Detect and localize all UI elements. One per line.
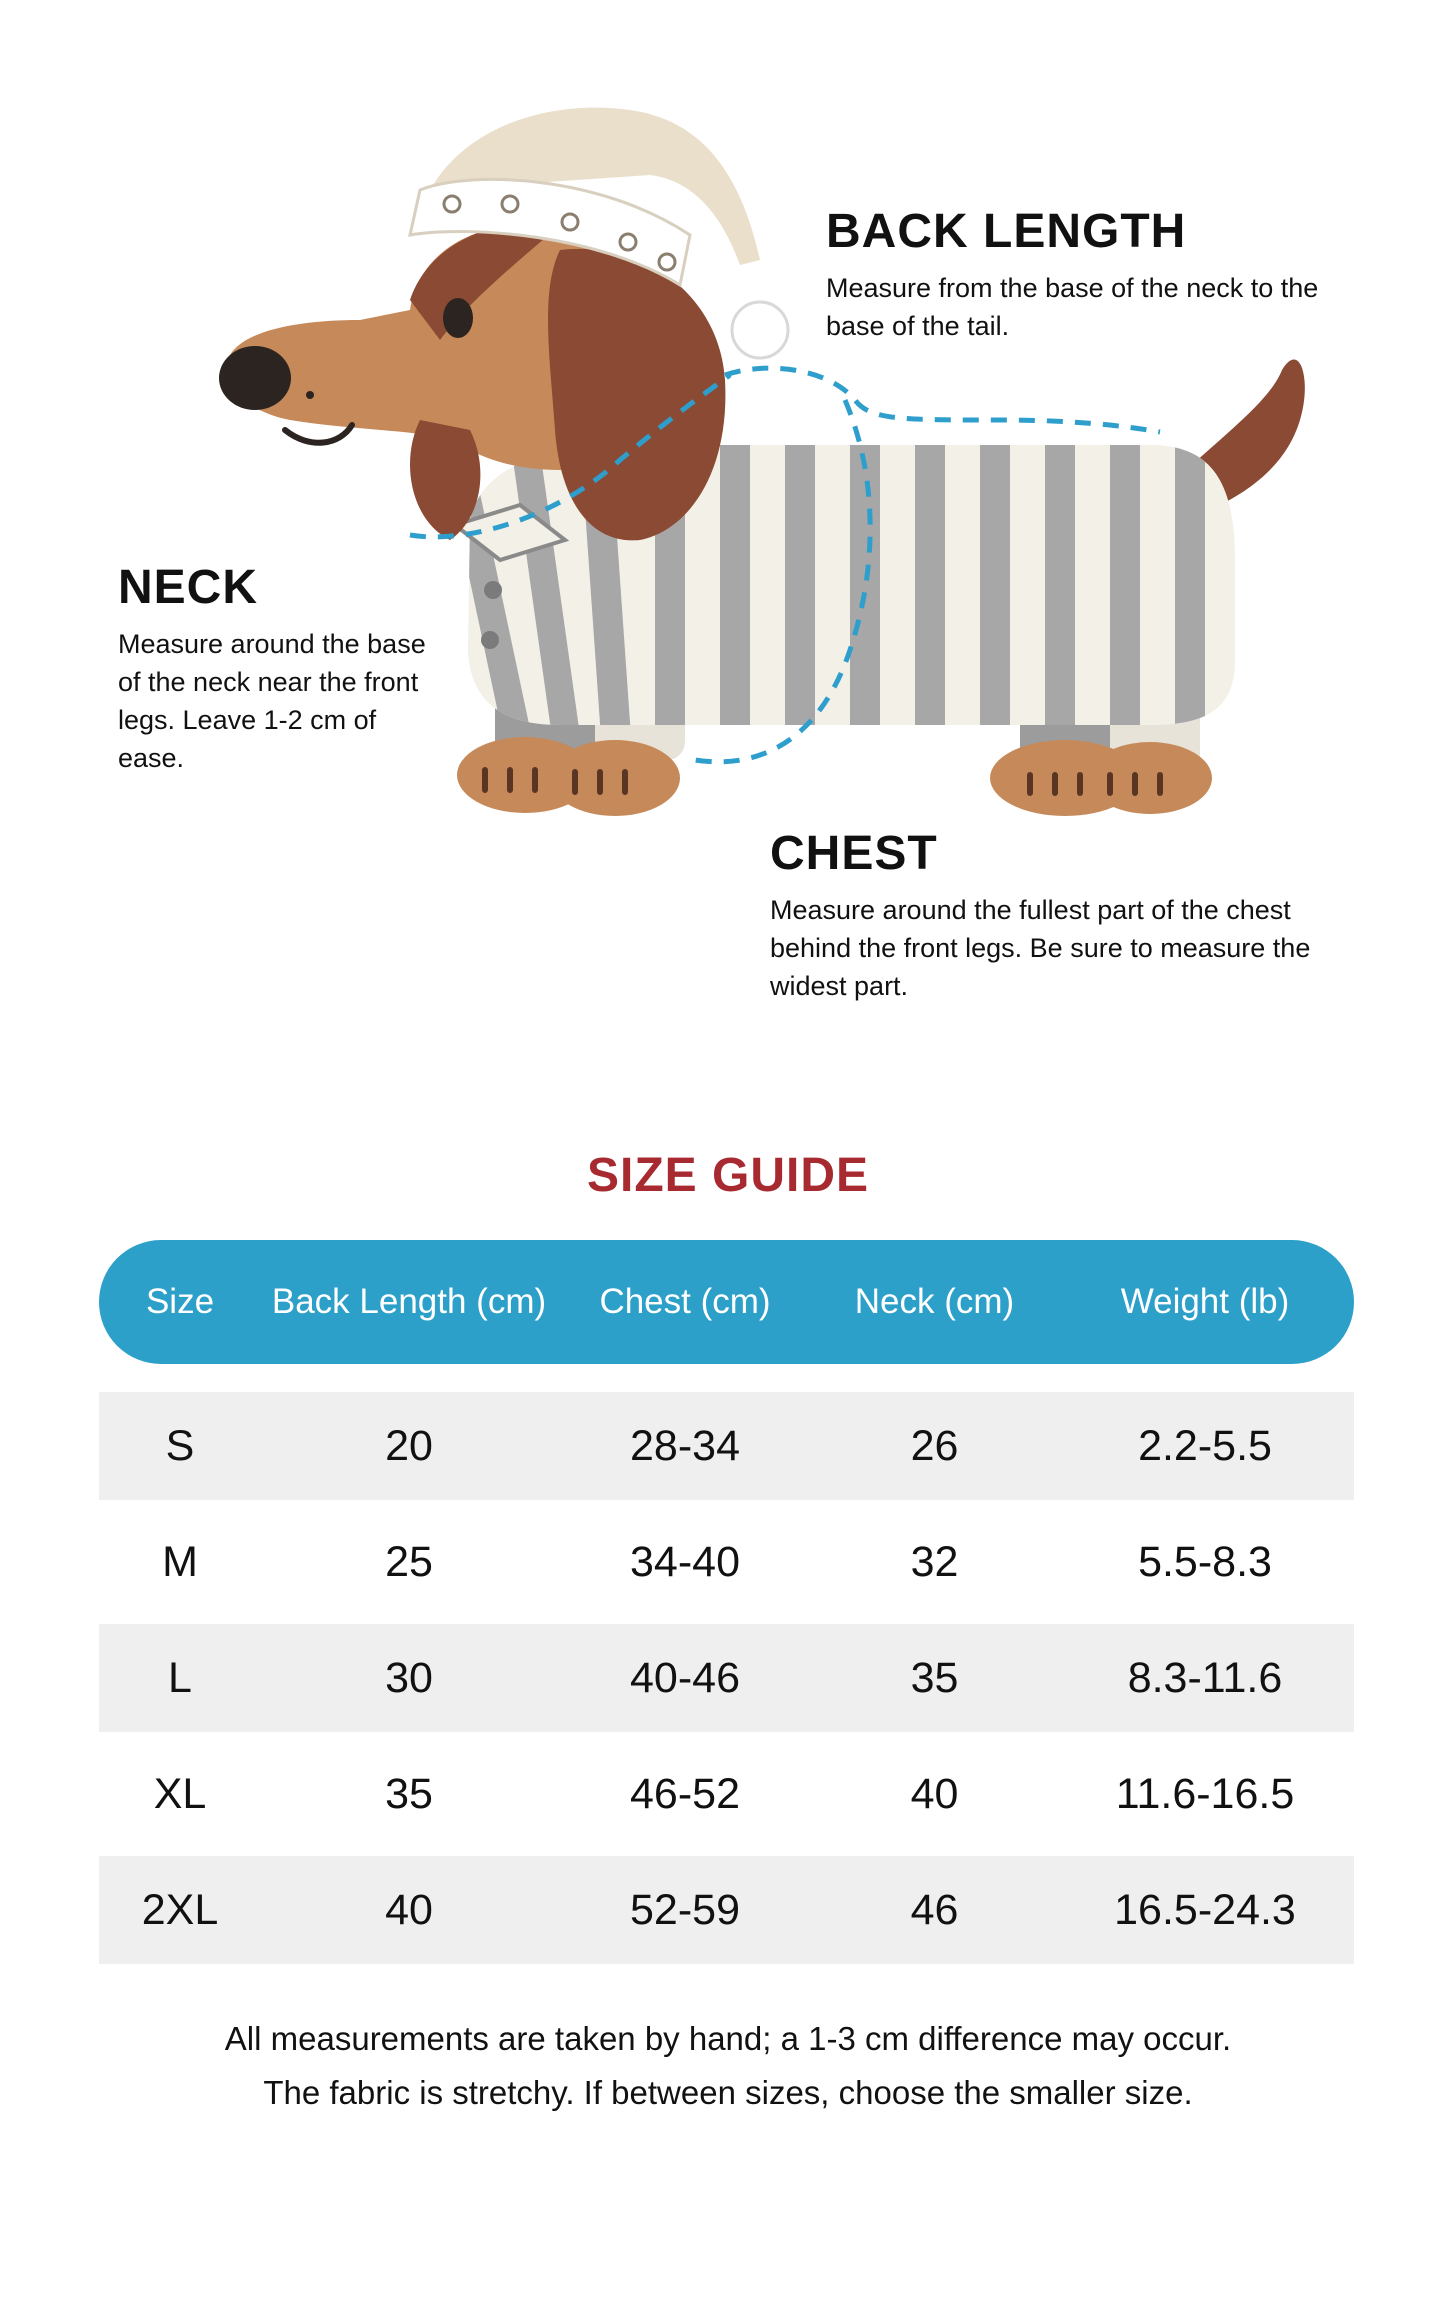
cell-weight: 2.2-5.5	[1138, 1421, 1272, 1470]
cell-size: S	[165, 1421, 195, 1470]
chest-text: Measure around the fullest part of the chest behind the front legs. Be sure to measure the widest part.	[770, 895, 1311, 1001]
cell-back-length: 20	[385, 1421, 433, 1470]
cell-back-length: 25	[385, 1537, 433, 1586]
back-length-title: BACK LENGTH	[826, 205, 1187, 258]
header-size: Size	[145, 1282, 215, 1321]
chest-label	[770, 826, 1330, 1005]
footnote-line-2: The fabric is stretchy. If between sizes, choose the smaller size.	[263, 2074, 1193, 2111]
table-row	[99, 1856, 1354, 1964]
cell-weight: 8.3-11.6	[1127, 1653, 1283, 1702]
cell-neck: 26	[910, 1421, 959, 1470]
table-row	[99, 1392, 1354, 1500]
back-measure-line	[725, 368, 1160, 432]
chest-title: CHEST	[770, 827, 938, 880]
cell-neck: 35	[910, 1653, 959, 1702]
cell-chest: 40-46	[630, 1653, 740, 1702]
cell-chest: 28-34	[630, 1421, 740, 1470]
table-row	[99, 1740, 1354, 1848]
table-row	[99, 1508, 1354, 1616]
cell-neck: 46	[910, 1885, 959, 1934]
dog-eye	[443, 298, 473, 338]
cell-size: XL	[153, 1769, 207, 1818]
size-table	[99, 1240, 1354, 1972]
back-length-text: Measure from the base of the neck to the base of the tail.	[826, 273, 1319, 341]
size-table-header	[99, 1240, 1354, 1364]
cell-chest: 52-59	[630, 1885, 740, 1934]
table-row	[99, 1624, 1354, 1732]
nightcap-pompom	[732, 302, 788, 358]
header-back-length: Back Length (cm)	[271, 1282, 547, 1321]
footnote-line-1: All measurements are taken by hand; a 1-3 cm difference may occur.	[224, 2020, 1232, 2057]
cell-neck: 40	[910, 1769, 959, 1818]
cell-weight: 16.5-24.3	[1114, 1885, 1296, 1934]
cell-neck: 32	[910, 1537, 959, 1586]
dog-nose	[219, 346, 291, 410]
dog-mouth	[285, 425, 352, 443]
cell-size: L	[168, 1653, 192, 1702]
cell-chest: 46-52	[630, 1769, 740, 1818]
neck-label	[118, 560, 448, 777]
size-table-body	[99, 1392, 1354, 1964]
footnote	[0, 2012, 1456, 2120]
cell-back-length: 40	[385, 1885, 433, 1934]
cell-back-length: 35	[385, 1769, 433, 1818]
cell-size: 2XL	[141, 1885, 219, 1934]
cell-weight: 11.6-16.5	[1115, 1769, 1295, 1818]
header-weight: Weight (lb)	[1120, 1282, 1290, 1321]
cell-weight: 5.5-8.3	[1138, 1537, 1272, 1586]
neck-text: Measure around the base of the neck near the front legs. Leave 1-2 cm of ease.	[118, 629, 426, 773]
neck-title: NECK	[118, 561, 259, 614]
cell-size: M	[162, 1537, 198, 1586]
cell-chest: 34-40	[630, 1537, 740, 1586]
cell-back-length: 30	[385, 1653, 433, 1702]
back-length-label	[826, 204, 1346, 345]
header-neck: Neck (cm)	[854, 1282, 1015, 1321]
size-guide-title: SIZE GUIDE	[586, 1149, 870, 1202]
header-chest: Chest (cm)	[599, 1282, 771, 1321]
